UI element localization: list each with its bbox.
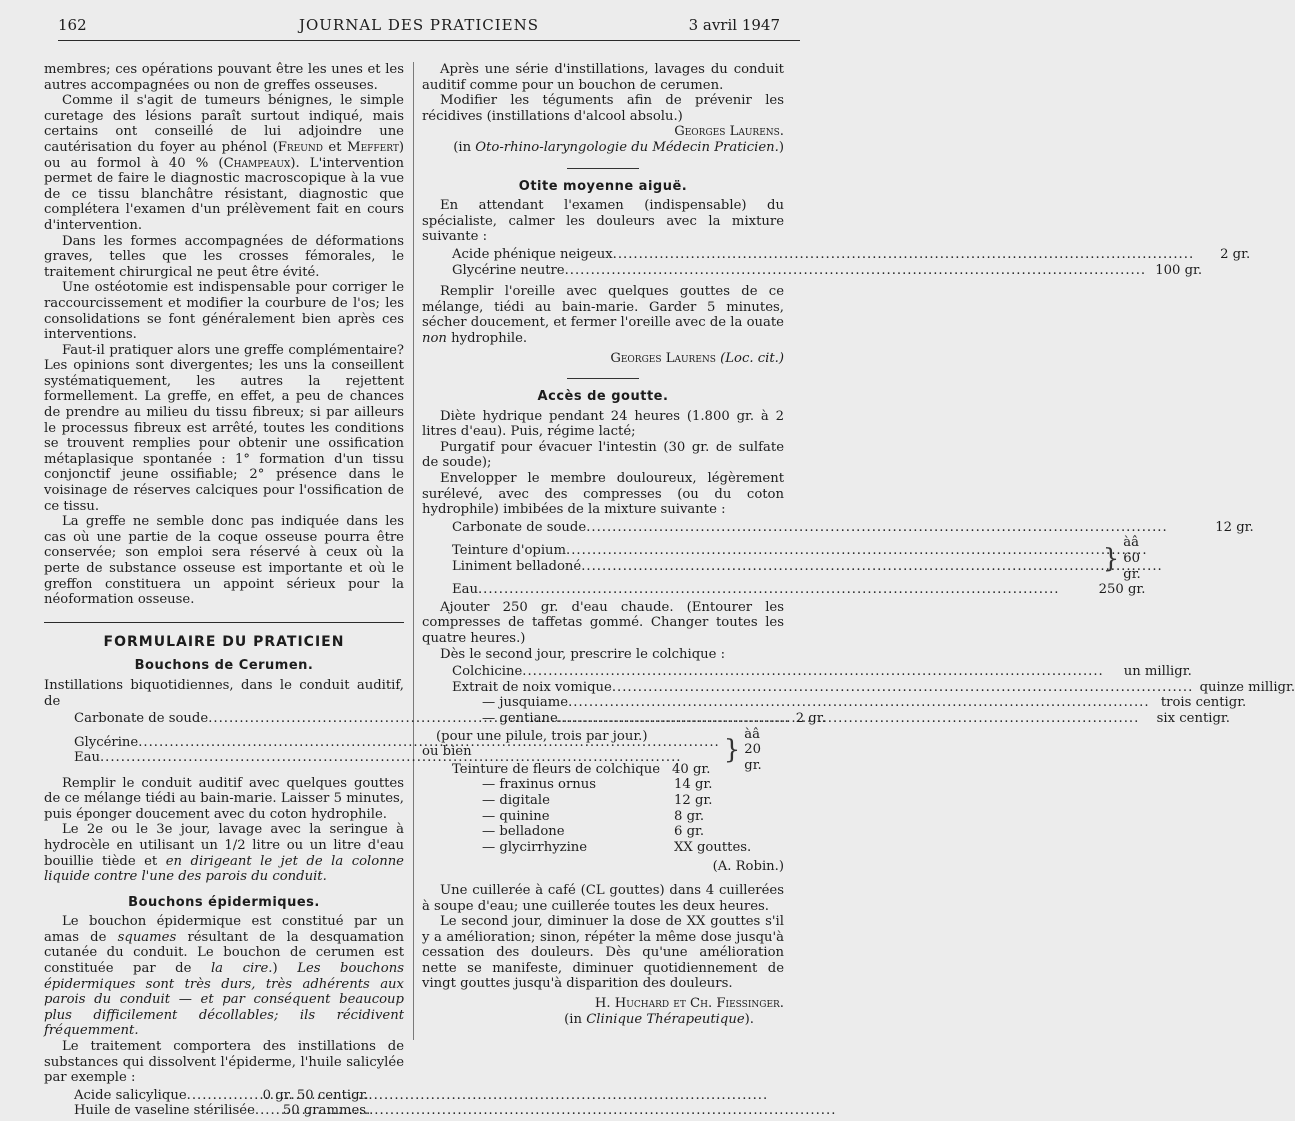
journal-title: JOURNAL DES PRATICIENS — [298, 16, 540, 34]
prescription-line: — glycirrhyzine XX gouttes. — [482, 839, 752, 855]
prescription — [452, 762, 768, 856]
paragraph: Remplir l'oreille avec quelques gouttes de ce mélange, tiédi au bain-marie. Garder 5 minutes, sécher doucement, et fermer l'oreille avec de la ouate non hydrophile. — [422, 284, 784, 346]
prescription-line: Glycérine neutre ..... 100 gr. — [452, 263, 754, 279]
paragraph: Comme il s'agit de tumeurs bénignes, le simple curetage des lésions paraît surtout indiqué, mais certains ont conseillé de lui adjoindre une cautérisation du foyer au phénol (Freund et Meffert) ou au formol à 40 % (Champeaux). L'intervention permet de faire le diagnostic macroscopique à la vue de ce tissu blanchâtre résistant, diagnostic que complétera l'examen d'un prélèvement fait en cours d'intervention. — [44, 93, 405, 233]
paragraph: Diète hydrique pendant 24 heures (1.800 gr. à 2 litres d'eau). Puis, régime lacté; — [422, 408, 784, 440]
prescription-line: Colchicine ..... un milligr. — [452, 664, 768, 680]
author-signature: H. Huchard et Ch. Fiessinger. — [594, 996, 784, 1012]
prescription-line: Liniment belladoné ..... — [452, 559, 1099, 575]
paragraph: Faut-il pratiquer alors une greffe complémentaire? Les opinions sont divergentes; les uns la conseillent systématiquement, les autres la rejettent formellement. La greffe, en effet, a peu de chances de prendre au milieu du tissu fibreux; si par ailleurs le processus fibreux est arrêté, toutes les conditions se trouvent remplies pour obtenir une ossification métaplasique spontanée : 1° formation d'un tissu conjonctif jeune ossifiable; 2° présence dans le voisinage de réserves calciques pour l'ossification de ce tissu. — [44, 342, 404, 514]
brace: } — [1102, 543, 1120, 574]
prescription-line: Eau ..... — [74, 750, 720, 766]
prescription-line: — digitale 12 gr. — [482, 792, 713, 808]
paragraph: Purgatif pour évacuer l'intestin (30 gr. de sulfate de soude); — [422, 439, 784, 471]
paragraph: Remplir le conduit auditif avec quelques gouttes de ce mélange tiédi au bain-marie. Laisser 5 minutes, puis éponger doucement avec du coton hydrophile. — [44, 775, 404, 822]
paragraph: (pour une pilule, trois par jour.) — [436, 728, 648, 744]
paragraph: Une cuillerée à café (CL gouttes) dans 4 cuillerées à soupe d'eau; une cuillerée toutes les deux heures. — [422, 882, 784, 914]
prescription-line: — jusquiame ..... trois centigr. — [452, 695, 768, 711]
shared-quantity: àâ 60 gr. — [1123, 535, 1141, 582]
shared-quantity: àâ 20 gr. — [744, 726, 762, 773]
prescription-line: Eau ..... 250 gr. — [452, 582, 768, 598]
paragraph: Une ostéotomie est indispensable pour corriger le raccourcissement et modifier la courbure de l'os; les consolidations se font généralement bien après ces interventions. — [44, 280, 404, 343]
subsection-title: Otite moyenne aiguë. — [518, 178, 688, 194]
source-citation: (in Oto-rhino-laryngologie du Médecin Praticien.) — [453, 139, 784, 155]
paragraph: Modifier les téguments afin de prévenir les récidives (instillations d'alcool absolu.) — [422, 93, 784, 124]
section-title: FORMULAIRE DU PRATICIEN — [103, 633, 345, 650]
column-divider — [413, 62, 414, 1040]
paragraph: Dès le second jour, prescrire le colchique : — [440, 646, 726, 662]
prescription-line: Acide salicylique ..... 0 gr. 50 centigr. — [74, 1088, 404, 1104]
paragraph: Dans les formes accompagnées de déformations graves, telles que les crosses fémorales, le traitement chirurgical ne peut être évité. — [44, 233, 404, 280]
prescription-line: — fraxinus ornus 14 gr. — [482, 777, 713, 793]
paragraph: Le 2e ou le 3e jour, lavage avec la seringue à hydrocèle en utilisant un 1/2 litre ou un litre d'eau bouillie tiède et en dirigeant le jet de la colonne liquide contre l'une des parois du conduit. — [44, 822, 404, 885]
paragraph: Le bouchon épidermique est constitué par un amas de squames résultant de la desquamation cutanée du conduit. Le bouchon de cerumen est constituée par de la cire.) Les bouchons épidermiques sont très durs, très adhérents aux parois du conduit — et par conséquent beaucoup plus difficilement décollables; ils récidivent fréquemment. — [44, 914, 405, 1039]
prescription-line: Teinture de fleurs de colchique 40 gr. — [452, 761, 711, 777]
author-signature: Georges Laurens. — [674, 124, 784, 140]
prescription — [74, 1088, 404, 1119]
author-signature: Georges Laurens (Loc. cit.) — [610, 350, 784, 366]
paragraph: Instillations biquotidiennes, dans le conduit auditif, de — [44, 677, 404, 709]
prescription-line: Huile de vaseline stérilisée ..... 50 grammes. — [74, 1103, 404, 1119]
prescription — [452, 664, 1295, 726]
separator-rule — [567, 168, 639, 169]
prescription-line: Acide phénique neigeux ..... 2 gr. — [452, 247, 754, 263]
prescription-line: Glycérine ..... — [74, 735, 720, 751]
prescription-line: — quinine 8 gr. — [482, 808, 705, 824]
subsection-title: Bouchons épidermiques. — [128, 894, 320, 910]
source-citation: (in Clinique Thérapeutique). — [564, 1011, 754, 1027]
prescription — [452, 246, 1251, 278]
prescription-line: — belladone 6 gr. — [482, 824, 705, 840]
paragraph: Ajouter 250 gr. d'eau chaude. (Entourer les compresses de taffetas gommé. Changer toutes les quatre heures.) — [422, 599, 784, 646]
header-rule — [58, 40, 800, 41]
paragraph: membres; ces opérations pouvant être les unes et les autres accompagnées ou non de greffes osseuses. — [44, 62, 404, 93]
prescription-line: Carbonate de soude ..... 2 gr. — [74, 711, 388, 727]
prescription-line: Teinture d'opium ..... — [452, 543, 1099, 559]
prescription — [452, 519, 1254, 598]
subsection-title: Bouchons de Cerumen. — [134, 658, 314, 674]
paragraph: ou bien — [422, 744, 472, 760]
paragraph: En attendant l'examen (indispensable) du spécialiste, calmer les douleurs avec la mixture suivante : — [422, 198, 784, 245]
section-rule — [44, 622, 404, 623]
prescription-line: Extrait de noix vomique ..... quinze milligr. — [452, 680, 768, 696]
paragraph: Le second jour, diminuer la dose de XX gouttes s'il y a amélioration; sinon, répéter la même dose jusqu'à cessation des douleurs. Dès qu'une amélioration nette se manifeste, diminuer quotidiennement de vingt gouttes jusqu'à disparition des douleurs. — [422, 914, 784, 992]
paragraph: Le traitement comportera des instillations de substances qui dissolvent l'épiderme, l'huile salicylée par exemple : — [44, 1039, 404, 1086]
page-number: 162 — [58, 16, 87, 34]
separator-rule — [567, 378, 639, 379]
prescription-line: — gentiane ..... six centigr. — [452, 711, 768, 727]
subsection-title: Accès de goutte. — [537, 389, 669, 405]
page-header — [58, 16, 780, 38]
issue-date: 3 avril 1947 — [688, 16, 780, 34]
brace: } — [723, 735, 741, 766]
author-signature: (A. Robin.) — [712, 859, 784, 875]
paragraph: Après une série d'instillations, lavages du conduit auditif comme pour un bouchon de cerumen. — [422, 62, 784, 93]
prescription-line: Carbonate de soude ..... 12 gr. — [452, 520, 768, 536]
paragraph: La greffe ne semble donc pas indiquée dans les cas où une partie de la coque osseuse pourra être conservée; son emploi sera réservé à ceux où la perte de substance osseuse est importante et où le greffon constituera un appoint sérieux pour la néoformation osseuse. — [44, 514, 404, 608]
paragraph: Envelopper le membre douloureux, légèrement surélevé, avec des compresses (ou du coton hydrophile) imbibées de la mixture suivante : — [422, 471, 784, 518]
